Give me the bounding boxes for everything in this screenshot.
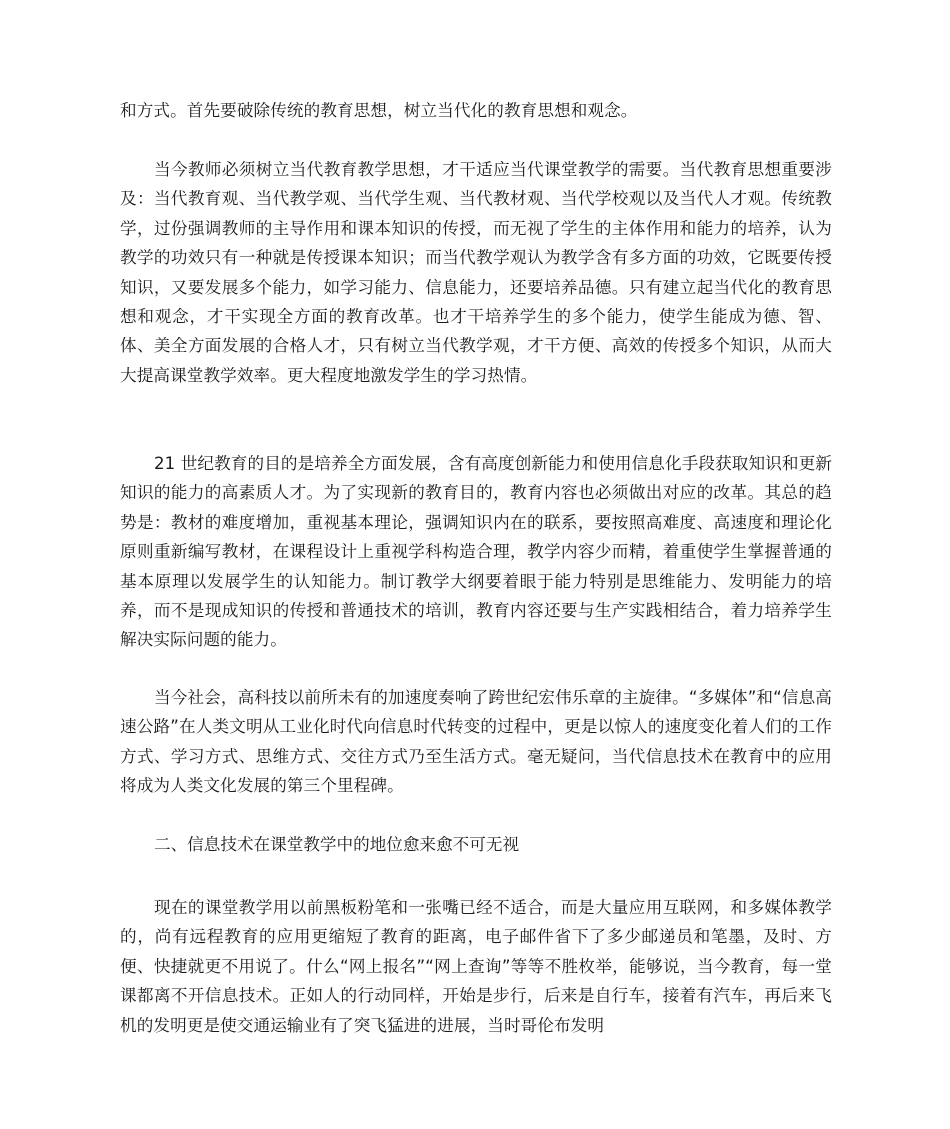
paragraph-3: 21 世纪教育的目的是培养全方面发展，含有高度创新能力和使用信息化手段获取知识和更新知识的能力的高素质人才。为了实现新的教育目的，教育内容也必须做出对应的改革。其总的趋势是：教材的难度增加，重视基本理论，强调知识内在的联系，要按照高难度、高速度和理论化原则重新编写教材，在课程设计上重视学科构造合理，教学内容少而精，着重使学生掌握普通的基本原理以发展学生的认知能力。制订教学大纲要着眼于能力特别是思维能力、发明能力的培养，而不是现成知识的传授和普通技术的培训，教育内容还要与生产实践相结合，着力培养学生解决实际问题的能力。: [120, 454, 832, 650]
paragraph-4: 当今社会，高科技以前所未有的加速度奏响了跨世纪宏伟乐章的主旋律。“多媒体”和“信息高速公路”在人类文明从工业化时代向信息时代转变的过程中，更是以惊人的速度变化着人们的工作方式、学习方式、思维方式、交往方式乃至生活方式。毫无疑问，当代信息技术在教育中的应用将成为人类文化发展的第三个里程碑。: [120, 688, 832, 796]
section-heading: 二、信息技术在课堂教学中的地位愈来愈不可无视: [154, 835, 520, 854]
paragraph-1: 和方式。首先要破除传统的教育思想，树立当代化的教育思想和观念。: [120, 101, 638, 120]
paragraph-2: 当今教师必须树立当代教育教学思想，才干适应当代课堂教学的需要。当代教育思想重要涉及：当代教育观、当代教学观、当代学生观、当代教材观、当代学校观以及当代人才观。传统教学，过份强调教师的主导作用和课本知识的传授，而无视了学生的主体作用和能力的培养，认为教学的功效只有一种就是传授课本知识；而当代教学观认为教学含有多方面的功效，它既要传授知识，又要发展多个能力，如学习能力、信息能力，还要培养品德。只有建立起当代化的教育思想和观念，才干实现全方面的教育改革。也才干培养学生的多个能力，使学生能成为德、智、体、美全方面发展的合格人才，只有树立当代教学观，才干方便、高效的传授多个知识，从而大大提高课堂教学效率。更大程度地激发学生的学习热情。: [120, 160, 832, 385]
paragraph-5: 现在的课堂教学用以前黑板粉笔和一张嘴已经不适合，而是大量应用互联网，和多媒体教学的，尚有远程教育的应用更缩短了教育的距离，电子邮件省下了多少邮递员和笔墨，及时、方便、快捷就更不用说了。什么“网上报名”“网上查询”等等不胜枚举，能够说，当今教育，每一堂课都离不开信息技术。正如人的行动同样，开始是步行，后来是自行车，接着有汽车，再后来飞机的发明更是使交通运输业有了突飞猛进的进展，当时哥伦布发明: [120, 898, 832, 1035]
